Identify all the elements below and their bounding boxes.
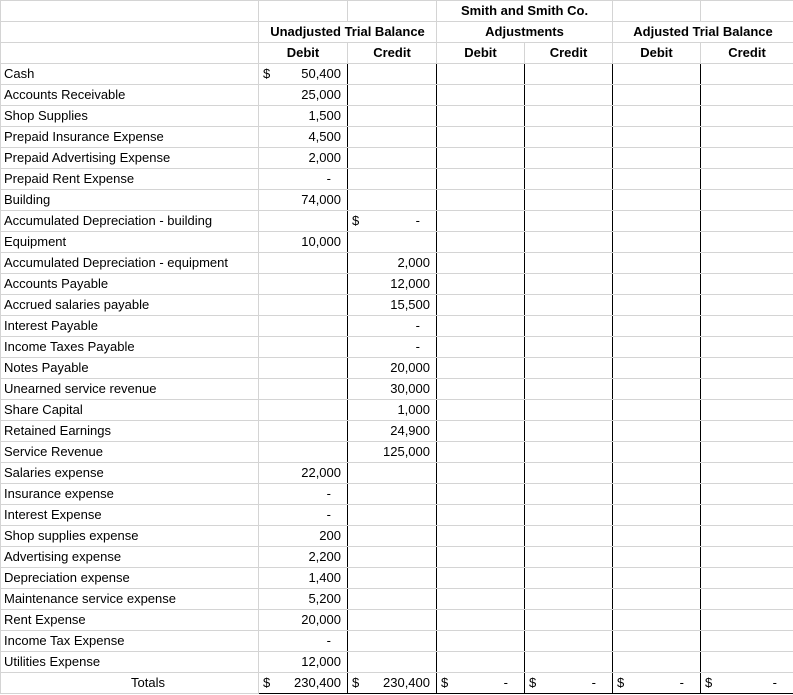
title-row: [1, 1, 793, 22]
unadj-credit-cell[interactable]: [348, 589, 437, 610]
account-row: [1, 379, 793, 400]
unadj-debit-cell[interactable]: 12,000: [259, 652, 348, 673]
unadj-debit-cell[interactable]: 74,000: [259, 190, 348, 211]
account-name[interactable]: Shop Supplies: [1, 106, 259, 127]
atb-credit-cell[interactable]: [701, 127, 793, 148]
adj-debit-cell[interactable]: [437, 505, 525, 526]
adj-credit-header[interactable]: Credit: [525, 43, 613, 64]
unadj-debit-cell[interactable]: 25,000: [259, 85, 348, 106]
unadj-debit-cell[interactable]: 200: [259, 526, 348, 547]
unadj-credit-cell[interactable]: [348, 484, 437, 505]
atb-credit-cell[interactable]: [701, 379, 793, 400]
atb-debit-cell[interactable]: [613, 316, 701, 337]
account-name[interactable]: Equipment: [1, 232, 259, 253]
adj-credit-cell[interactable]: [525, 526, 613, 547]
account-name[interactable]: Prepaid Rent Expense: [1, 169, 259, 190]
account-name[interactable]: Maintenance service expense: [1, 589, 259, 610]
adj-credit-cell[interactable]: [525, 316, 613, 337]
atb-credit-cell[interactable]: [701, 64, 793, 85]
adj-credit-cell[interactable]: [525, 169, 613, 190]
adj-credit-cell[interactable]: [525, 85, 613, 106]
atb-credit-cell[interactable]: [701, 253, 793, 274]
atb-credit-cell[interactable]: [701, 85, 793, 106]
unadj-debit-cell[interactable]: 20,000: [259, 610, 348, 631]
currency-symbol: $: [352, 213, 360, 228]
atb-debit-header[interactable]: Debit: [613, 43, 701, 64]
account-name[interactable]: Retained Earnings: [1, 421, 259, 442]
totals-adj-credit[interactable]: $ -: [525, 673, 613, 694]
unadj-credit-cell[interactable]: [348, 127, 437, 148]
unadj-debit-cell[interactable]: [259, 337, 348, 358]
atb-credit-cell[interactable]: [701, 610, 793, 631]
adjustments-header[interactable]: Adjustments: [437, 22, 613, 43]
unadj-credit-cell[interactable]: [348, 190, 437, 211]
unadj-credit-cell[interactable]: [348, 463, 437, 484]
unadj-debit-header[interactable]: Debit: [259, 43, 348, 64]
currency-symbol: $: [529, 675, 537, 690]
account-name[interactable]: Income Taxes Payable: [1, 337, 259, 358]
atb-debit-cell[interactable]: [613, 379, 701, 400]
atb-debit-cell[interactable]: [613, 400, 701, 421]
atb-credit-cell[interactable]: [701, 463, 793, 484]
unadj-debit-cell[interactable]: [259, 421, 348, 442]
unadj-credit-cell[interactable]: 15,500: [348, 295, 437, 316]
atb-debit-cell[interactable]: [613, 232, 701, 253]
account-row: [1, 442, 793, 463]
adj-debit-cell[interactable]: [437, 568, 525, 589]
adj-debit-cell[interactable]: [437, 484, 525, 505]
adj-credit-cell[interactable]: [525, 337, 613, 358]
totals-unadj-credit[interactable]: $ 230,400: [348, 673, 437, 694]
adj-credit-cell[interactable]: [525, 106, 613, 127]
unadj-credit-cell[interactable]: [348, 547, 437, 568]
adj-credit-cell[interactable]: [525, 64, 613, 85]
totals-unadj-debit[interactable]: $ 230,400: [259, 673, 348, 694]
account-name[interactable]: Shop supplies expense: [1, 526, 259, 547]
totals-atb-debit[interactable]: $ -: [613, 673, 701, 694]
account-row: [1, 547, 793, 568]
atb-credit-cell[interactable]: [701, 400, 793, 421]
adj-debit-cell[interactable]: [437, 526, 525, 547]
adj-credit-cell[interactable]: [525, 463, 613, 484]
account-row: [1, 484, 793, 505]
unadj-credit-header[interactable]: Credit: [348, 43, 437, 64]
atb-debit-cell[interactable]: [613, 421, 701, 442]
account-row: [1, 190, 793, 211]
account-row: [1, 526, 793, 547]
atb-debit-cell[interactable]: [613, 211, 701, 232]
currency-symbol: $: [352, 675, 360, 690]
account-row: [1, 400, 793, 421]
adj-debit-cell[interactable]: [437, 127, 525, 148]
account-name[interactable]: Unearned service revenue: [1, 379, 259, 400]
currency-symbol: $: [617, 675, 625, 690]
account-row: [1, 295, 793, 316]
account-row: [1, 148, 793, 169]
adj-debit-cell[interactable]: [437, 148, 525, 169]
unadj-credit-cell[interactable]: [348, 106, 437, 127]
unadj-debit-cell[interactable]: [259, 295, 348, 316]
adj-debit-cell[interactable]: [437, 274, 525, 295]
account-row: [1, 85, 793, 106]
adj-credit-cell[interactable]: [525, 568, 613, 589]
atb-credit-cell[interactable]: [701, 169, 793, 190]
adj-debit-cell[interactable]: [437, 631, 525, 652]
atb-debit-cell[interactable]: [613, 106, 701, 127]
adj-credit-cell[interactable]: [525, 211, 613, 232]
debit-credit-header-row: [1, 43, 793, 64]
adj-debit-cell[interactable]: [437, 358, 525, 379]
adj-debit-header[interactable]: Debit: [437, 43, 525, 64]
unadj-debit-cell[interactable]: [259, 379, 348, 400]
atb-debit-cell[interactable]: [613, 547, 701, 568]
atb-credit-cell[interactable]: [701, 295, 793, 316]
adj-debit-cell[interactable]: [437, 232, 525, 253]
adj-credit-cell[interactable]: [525, 547, 613, 568]
account-row: [1, 589, 793, 610]
atb-credit-header[interactable]: Credit: [701, 43, 793, 64]
adj-debit-cell[interactable]: [437, 169, 525, 190]
unadj-debit-cell[interactable]: [259, 400, 348, 421]
account-name[interactable]: Income Tax Expense: [1, 631, 259, 652]
adj-credit-cell[interactable]: [525, 148, 613, 169]
adj-debit-cell[interactable]: [437, 85, 525, 106]
account-row: [1, 631, 793, 652]
unadj-debit-cell[interactable]: [259, 442, 348, 463]
account-name[interactable]: Prepaid Advertising Expense: [1, 148, 259, 169]
adj-debit-cell[interactable]: [437, 211, 525, 232]
atb-debit-cell[interactable]: [613, 64, 701, 85]
account-name[interactable]: Insurance expense: [1, 484, 259, 505]
currency-symbol: $: [705, 675, 713, 690]
adj-debit-cell[interactable]: [437, 106, 525, 127]
adj-debit-cell[interactable]: [437, 610, 525, 631]
atb-credit-cell[interactable]: [701, 337, 793, 358]
currency-symbol: $: [263, 675, 271, 690]
atb-credit-cell[interactable]: [701, 484, 793, 505]
unadj-credit-cell[interactable]: 1,000: [348, 400, 437, 421]
account-name[interactable]: Salaries expense: [1, 463, 259, 484]
unadj-credit-cell[interactable]: [348, 568, 437, 589]
atb-credit-cell[interactable]: [701, 421, 793, 442]
unadj-debit-cell[interactable]: [259, 316, 348, 337]
adj-debit-cell[interactable]: [437, 400, 525, 421]
atb-debit-cell[interactable]: [613, 631, 701, 652]
atb-credit-cell[interactable]: [701, 274, 793, 295]
adj-credit-cell[interactable]: [525, 589, 613, 610]
totals-atb-credit[interactable]: $ -: [701, 673, 793, 694]
atb-credit-cell[interactable]: [701, 547, 793, 568]
adj-credit-cell[interactable]: [525, 295, 613, 316]
atb-debit-cell[interactable]: [613, 337, 701, 358]
atb-debit-cell[interactable]: [613, 442, 701, 463]
adj-credit-cell[interactable]: [525, 127, 613, 148]
atb-debit-cell[interactable]: [613, 484, 701, 505]
totals-label[interactable]: Totals: [1, 673, 259, 694]
unadj-credit-cell[interactable]: -: [348, 337, 437, 358]
adj-debit-cell[interactable]: [437, 379, 525, 400]
adj-credit-cell[interactable]: [525, 379, 613, 400]
adj-credit-cell[interactable]: [525, 190, 613, 211]
atb-credit-cell[interactable]: [701, 589, 793, 610]
atb-debit-cell[interactable]: [613, 85, 701, 106]
account-row: [1, 127, 793, 148]
currency-symbol: $: [441, 675, 449, 690]
account-row: [1, 505, 793, 526]
unadj-debit-cell[interactable]: 22,000: [259, 463, 348, 484]
unadj-credit-cell[interactable]: [348, 85, 437, 106]
unadj-debit-cell[interactable]: 4,500: [259, 127, 348, 148]
account-row: [1, 421, 793, 442]
atb-credit-cell[interactable]: [701, 211, 793, 232]
atb-credit-cell[interactable]: [701, 631, 793, 652]
account-name[interactable]: Accrued salaries payable: [1, 295, 259, 316]
account-row: [1, 232, 793, 253]
account-row: [1, 463, 793, 484]
adj-credit-cell[interactable]: [525, 400, 613, 421]
account-name[interactable]: Interest Payable: [1, 316, 259, 337]
atb-debit-cell[interactable]: [613, 463, 701, 484]
unadj-credit-cell[interactable]: [348, 505, 437, 526]
atb-credit-cell[interactable]: [701, 526, 793, 547]
unadj-debit-cell[interactable]: [259, 253, 348, 274]
atb-debit-cell[interactable]: [613, 568, 701, 589]
unadj-credit-cell[interactable]: 30,000: [348, 379, 437, 400]
unadj-credit-cell[interactable]: -: [348, 316, 437, 337]
adj-debit-cell[interactable]: [437, 295, 525, 316]
unadj-credit-cell[interactable]: [348, 526, 437, 547]
unadj-debit-cell[interactable]: -: [259, 484, 348, 505]
adj-credit-cell[interactable]: [525, 610, 613, 631]
atb-credit-cell[interactable]: [701, 106, 793, 127]
totals-row: [1, 673, 793, 694]
adj-debit-cell[interactable]: [437, 421, 525, 442]
account-name[interactable]: Prepaid Insurance Expense: [1, 127, 259, 148]
unadj-debit-cell[interactable]: 10,000: [259, 232, 348, 253]
unadj-credit-cell[interactable]: [348, 652, 437, 673]
unadj-credit-cell[interactable]: 125,000: [348, 442, 437, 463]
atb-debit-cell[interactable]: [613, 148, 701, 169]
atb-credit-cell[interactable]: [701, 442, 793, 463]
account-row: [1, 211, 793, 232]
unadj-credit-cell[interactable]: 12,000: [348, 274, 437, 295]
atb-debit-cell[interactable]: [613, 295, 701, 316]
unadj-credit-cell[interactable]: [348, 64, 437, 85]
unadj-debit-cell[interactable]: 2,000: [259, 148, 348, 169]
adj-debit-cell[interactable]: [437, 64, 525, 85]
account-name[interactable]: Utilities Expense: [1, 652, 259, 673]
adj-credit-cell[interactable]: [525, 358, 613, 379]
unadj-debit-cell[interactable]: [259, 211, 348, 232]
unadj-credit-cell[interactable]: 20,000: [348, 358, 437, 379]
unadj-credit-cell[interactable]: [348, 148, 437, 169]
account-name[interactable]: Cash: [1, 64, 259, 85]
adj-credit-cell[interactable]: [525, 442, 613, 463]
account-name[interactable]: Depreciation expense: [1, 568, 259, 589]
atb-credit-cell[interactable]: [701, 148, 793, 169]
account-row: [1, 106, 793, 127]
unadj-debit-cell[interactable]: 5,200: [259, 589, 348, 610]
adj-debit-cell[interactable]: [437, 463, 525, 484]
account-name[interactable]: Rent Expense: [1, 610, 259, 631]
account-row: [1, 169, 793, 190]
account-name[interactable]: Accumulated Depreciation - equipment: [1, 253, 259, 274]
account-row: [1, 316, 793, 337]
account-name[interactable]: Accounts Payable: [1, 274, 259, 295]
adj-debit-cell[interactable]: [437, 190, 525, 211]
adj-credit-cell[interactable]: [525, 232, 613, 253]
unadj-credit-cell[interactable]: [348, 232, 437, 253]
unadj-credit-cell[interactable]: 24,900: [348, 421, 437, 442]
atb-debit-cell[interactable]: [613, 505, 701, 526]
unadj-debit-cell[interactable]: -: [259, 505, 348, 526]
unadj-credit-cell[interactable]: [348, 610, 437, 631]
atb-debit-cell[interactable]: [613, 253, 701, 274]
account-name[interactable]: Accounts Receivable: [1, 85, 259, 106]
unadj-debit-cell[interactable]: -: [259, 169, 348, 190]
account-row: [1, 568, 793, 589]
adj-debit-cell[interactable]: [437, 589, 525, 610]
account-name[interactable]: Notes Payable: [1, 358, 259, 379]
atb-credit-cell[interactable]: [701, 652, 793, 673]
account-row: [1, 253, 793, 274]
account-name[interactable]: Service Revenue: [1, 442, 259, 463]
atb-debit-cell[interactable]: [613, 169, 701, 190]
atb-credit-cell[interactable]: [701, 232, 793, 253]
adj-debit-cell[interactable]: [437, 442, 525, 463]
atb-debit-cell[interactable]: [613, 589, 701, 610]
adj-credit-cell[interactable]: [525, 421, 613, 442]
totals-adj-debit[interactable]: $ -: [437, 673, 525, 694]
account-row: [1, 358, 793, 379]
account-name[interactable]: Building: [1, 190, 259, 211]
unadj-debit-cell[interactable]: 1,500: [259, 106, 348, 127]
account-row: [1, 610, 793, 631]
unadj-debit-cell[interactable]: 2,200: [259, 547, 348, 568]
adj-debit-cell[interactable]: [437, 253, 525, 274]
unadj-credit-cell[interactable]: [348, 169, 437, 190]
adjusted-trial-balance-header[interactable]: Adjusted Trial Balance: [613, 22, 793, 43]
atb-debit-cell[interactable]: [613, 190, 701, 211]
adj-credit-cell[interactable]: [525, 484, 613, 505]
account-name[interactable]: Share Capital: [1, 400, 259, 421]
atb-debit-cell[interactable]: [613, 358, 701, 379]
unadj-debit-cell[interactable]: 1,400: [259, 568, 348, 589]
account-row: [1, 64, 793, 85]
atb-credit-cell[interactable]: [701, 190, 793, 211]
atb-credit-cell[interactable]: [701, 358, 793, 379]
company-title[interactable]: Smith and Smith Co.: [437, 1, 613, 22]
account-row: [1, 652, 793, 673]
adj-debit-cell[interactable]: [437, 316, 525, 337]
currency-symbol: $: [263, 66, 271, 81]
atb-credit-cell[interactable]: [701, 505, 793, 526]
adj-credit-cell[interactable]: [525, 505, 613, 526]
adj-debit-cell[interactable]: [437, 337, 525, 358]
adj-credit-cell[interactable]: [525, 631, 613, 652]
account-name[interactable]: Advertising expense: [1, 547, 259, 568]
atb-credit-cell[interactable]: [701, 568, 793, 589]
unadj-debit-cell[interactable]: [259, 358, 348, 379]
atb-debit-cell[interactable]: [613, 652, 701, 673]
group-header-row: [1, 22, 793, 43]
adj-credit-cell[interactable]: [525, 274, 613, 295]
unadj-credit-cell[interactable]: 2,000: [348, 253, 437, 274]
atb-debit-cell[interactable]: [613, 127, 701, 148]
adj-credit-cell[interactable]: [525, 652, 613, 673]
unadj-debit-cell[interactable]: [259, 274, 348, 295]
atb-debit-cell[interactable]: [613, 610, 701, 631]
account-name[interactable]: Accumulated Depreciation - building: [1, 211, 259, 232]
unadj-debit-cell[interactable]: $ 50,400: [259, 64, 348, 85]
unadj-debit-cell[interactable]: -: [259, 631, 348, 652]
atb-credit-cell[interactable]: [701, 316, 793, 337]
unadj-credit-cell[interactable]: [348, 631, 437, 652]
account-row: [1, 337, 793, 358]
adj-debit-cell[interactable]: [437, 547, 525, 568]
adj-debit-cell[interactable]: [437, 652, 525, 673]
unadjusted-trial-balance-header[interactable]: Unadjusted Trial Balance: [259, 22, 437, 43]
account-name[interactable]: Interest Expense: [1, 505, 259, 526]
atb-debit-cell[interactable]: [613, 526, 701, 547]
account-row: [1, 274, 793, 295]
unadj-credit-cell[interactable]: $ -: [348, 211, 437, 232]
atb-debit-cell[interactable]: [613, 274, 701, 295]
adj-credit-cell[interactable]: [525, 253, 613, 274]
